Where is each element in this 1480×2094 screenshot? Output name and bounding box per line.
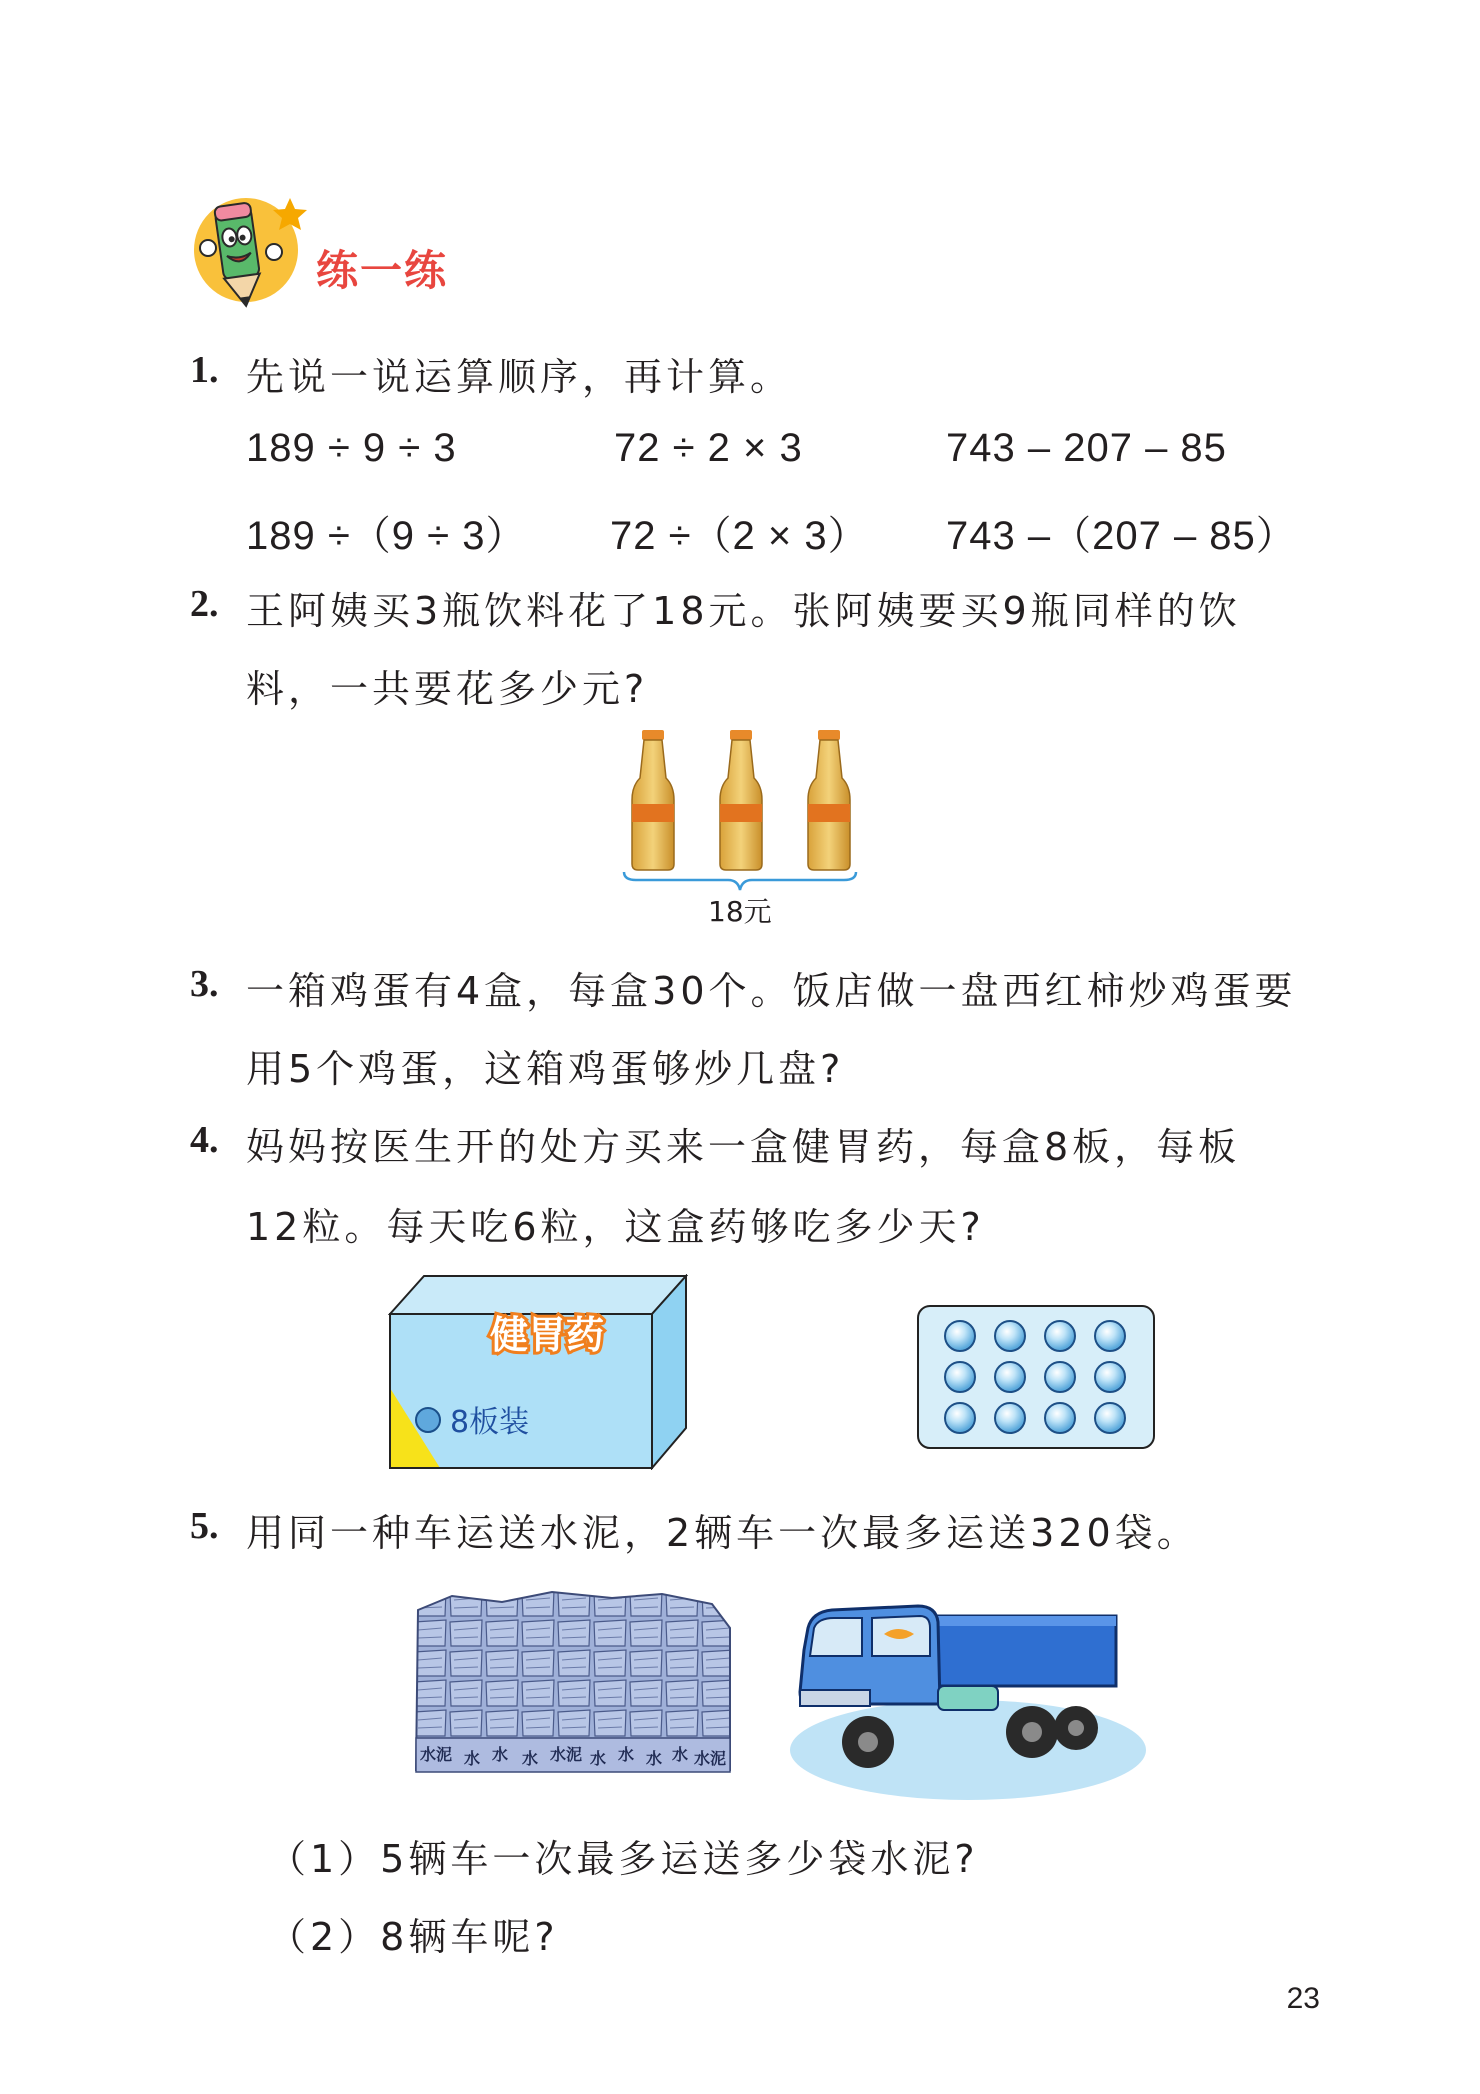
bottles-illustration <box>620 726 860 886</box>
cement-bag-label: 水 <box>492 1745 509 1764</box>
question-2-line-2: 料，一共要花多少元? <box>246 667 649 711</box>
cement-bag-label: 水 <box>590 1749 607 1768</box>
pencil-mascot-icon <box>186 188 316 314</box>
question-1-number: 1. <box>190 349 219 391</box>
cement-bags-illustration <box>412 1588 742 1784</box>
cement-bag-label: 水 <box>522 1749 539 1768</box>
question-5-sub-1: （1）5辆车一次最多运送多少袋水泥? <box>268 1837 979 1881</box>
expression-1c: 743 – 207 – 85 <box>946 426 1227 470</box>
bottle-icon <box>632 730 674 870</box>
pill-blister-illustration <box>916 1304 1156 1450</box>
cement-bag-label: 水泥 <box>420 1745 453 1764</box>
question-4-line-2: 12粒。每天吃6粒，这盒药够吃多少天? <box>246 1205 985 1249</box>
question-2-line-1: 王阿姨买3瓶饮料花了18元。张阿姨要买9瓶同样的饮 <box>246 589 1241 633</box>
pill-icon <box>1095 1321 1125 1351</box>
pill-icon <box>1095 1403 1125 1433</box>
question-1-text: 先说一说运算顺序，再计算。 <box>246 355 793 399</box>
pill-icon <box>945 1362 975 1392</box>
pill-icon <box>995 1321 1025 1351</box>
expression-1e: 72 ÷（2 × 3） <box>610 514 869 558</box>
question-5-sub-2: （2）8辆车呢? <box>268 1915 559 1959</box>
pill-icon <box>995 1362 1025 1392</box>
medicine-box-label: 8板装 <box>450 1405 530 1440</box>
cement-bag-label: 水泥 <box>550 1745 583 1764</box>
question-4-line-1: 妈妈按医生开的处方买来一盒健胃药，每盒8板，每板 <box>246 1125 1241 1169</box>
pill-icon <box>995 1403 1025 1433</box>
truck-illustration <box>788 1572 1148 1804</box>
question-5-number: 5. <box>190 1505 219 1547</box>
bottle-icon <box>808 730 850 870</box>
expression-1b: 72 ÷ 2 × 3 <box>614 426 803 470</box>
bottle-icon <box>720 730 762 870</box>
cement-bag-label: 水泥 <box>694 1749 727 1768</box>
question-2-number: 2. <box>190 583 219 625</box>
cement-bag-label: 水 <box>464 1749 481 1768</box>
page-number: 23 <box>1286 1982 1320 2015</box>
pill-icon <box>1045 1403 1075 1433</box>
pill-icon <box>945 1321 975 1351</box>
section-title: 练一练 <box>316 246 449 295</box>
cement-bag-label: 水 <box>618 1745 635 1764</box>
pill-icon <box>1045 1362 1075 1392</box>
expression-1f: 743 –（207 – 85） <box>946 514 1297 558</box>
cement-bag-label: 水 <box>646 1749 663 1768</box>
brace-icon <box>622 870 858 892</box>
pill-icon <box>1095 1362 1125 1392</box>
bottles-price-caption: 18元 <box>708 895 772 928</box>
medicine-box-title: 健胃药 <box>490 1313 605 1357</box>
question-3-line-2: 用5个鸡蛋，这箱鸡蛋够炒几盘? <box>246 1047 845 1091</box>
medicine-box-illustration <box>388 1274 688 1470</box>
question-3-number: 3. <box>190 963 219 1005</box>
pill-icon <box>1045 1321 1075 1351</box>
expression-1a: 189 ÷ 9 ÷ 3 <box>246 426 457 470</box>
expression-1d: 189 ÷（9 ÷ 3） <box>246 514 527 558</box>
cement-bag-label: 水 <box>672 1745 689 1764</box>
question-3-line-1: 一箱鸡蛋有4盒，每盒30个。饭店做一盘西红柿炒鸡蛋要 <box>246 969 1297 1013</box>
pill-icon <box>945 1403 975 1433</box>
question-5-text: 用同一种车运送水泥，2辆车一次最多运送320袋。 <box>246 1511 1199 1555</box>
question-4-number: 4. <box>190 1119 219 1161</box>
